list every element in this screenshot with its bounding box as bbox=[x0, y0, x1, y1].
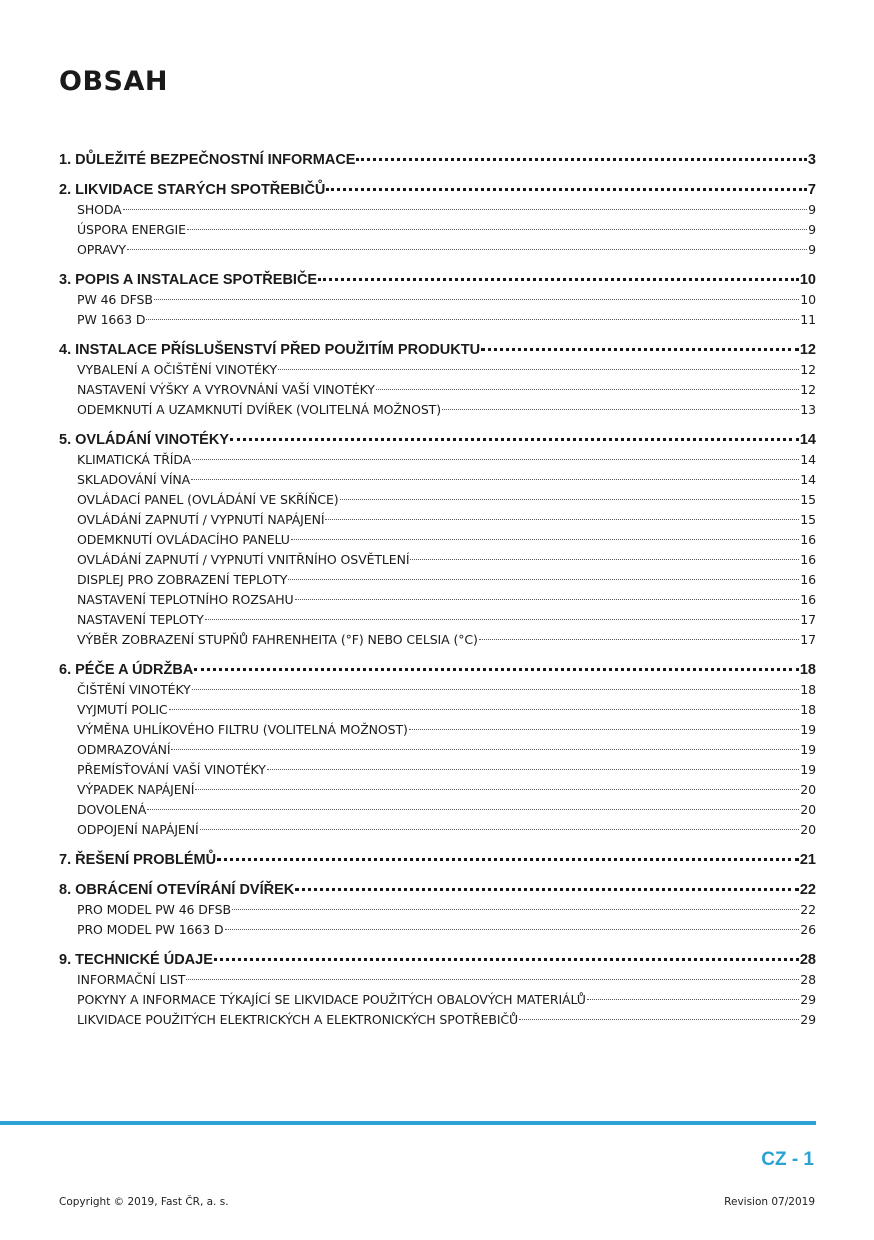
toc-section bbox=[59, 270, 816, 330]
dot-leader bbox=[171, 749, 799, 750]
toc-section bbox=[59, 150, 816, 170]
toc-subentry[interactable] bbox=[59, 920, 816, 940]
toc-subentry[interactable] bbox=[59, 590, 816, 610]
toc-subentry-page: 18 bbox=[800, 682, 816, 697]
toc-subentry-page: 22 bbox=[800, 902, 816, 917]
toc-subentry[interactable] bbox=[59, 550, 816, 570]
toc-subentry-page: 20 bbox=[800, 822, 816, 837]
toc-subentry-page: 19 bbox=[800, 742, 816, 757]
toc-subentry-label: ODEMKNUTÍ OVLÁDACÍHO PANELU bbox=[77, 532, 290, 547]
toc-subentry[interactable] bbox=[59, 720, 816, 740]
toc-heading-label: 9. TECHNICKÉ ÚDAJE bbox=[59, 952, 213, 968]
dot-leader bbox=[442, 409, 799, 410]
toc-subentry[interactable] bbox=[59, 680, 816, 700]
toc-subentry[interactable] bbox=[59, 1010, 816, 1030]
toc-subentry-label: NASTAVENÍ TEPLOTNÍHO ROZSAHU bbox=[77, 592, 294, 607]
toc-subentry[interactable] bbox=[59, 490, 816, 510]
toc-subentry-page: 14 bbox=[800, 472, 816, 487]
table-of-contents bbox=[59, 150, 816, 1030]
toc-subentry-label: ODPOJENÍ NAPÁJENÍ bbox=[77, 822, 199, 837]
toc-subentry[interactable] bbox=[59, 360, 816, 380]
toc-heading-label: 2. LIKVIDACE STARÝCH SPOTŘEBIČŮ bbox=[59, 182, 326, 198]
dot-leader bbox=[410, 559, 799, 560]
toc-subentry-page: 12 bbox=[800, 382, 816, 397]
dot-leader bbox=[340, 499, 800, 500]
toc-subentry-label: SKLADOVÁNÍ VÍNA bbox=[77, 472, 191, 487]
toc-subentry-label: KLIMATICKÁ TŘÍDA bbox=[77, 452, 192, 467]
toc-subentry-page: 17 bbox=[800, 632, 816, 647]
toc-subentry-label: LIKVIDACE POUŽITÝCH ELEKTRICKÝCH A ELEKTRONICKÝCH SPOTŘEBIČŮ bbox=[77, 1012, 519, 1027]
dot-leader bbox=[195, 789, 799, 790]
toc-subentry[interactable] bbox=[59, 900, 816, 920]
toc-subentry[interactable] bbox=[59, 970, 816, 990]
toc-heading-label: 1. DŮLEŽITÉ BEZPEČNOSTNÍ INFORMACE bbox=[59, 152, 356, 168]
page-title: OBSAH bbox=[59, 66, 168, 97]
toc-subentry[interactable] bbox=[59, 760, 816, 780]
dot-leader bbox=[232, 909, 799, 910]
dot-leader bbox=[278, 369, 799, 370]
dot-leader bbox=[479, 639, 800, 640]
dot-leader bbox=[295, 599, 800, 600]
toc-heading-entry[interactable] bbox=[59, 880, 816, 900]
dot-leader bbox=[376, 389, 799, 390]
dot-leader bbox=[191, 479, 799, 480]
toc-subentry[interactable] bbox=[59, 780, 816, 800]
dot-leader bbox=[225, 929, 800, 930]
toc-heading-page: 14 bbox=[799, 432, 816, 448]
toc-heading-page: 10 bbox=[799, 272, 816, 288]
toc-heading-label: 8. OBRÁCENÍ OTEVÍRÁNÍ DVÍŘEK bbox=[59, 882, 295, 898]
toc-subentry[interactable] bbox=[59, 310, 816, 330]
toc-subentry-page: 19 bbox=[800, 722, 816, 737]
toc-subentry-page: 14 bbox=[800, 452, 816, 467]
toc-subentry-label: ODEMKNUTÍ A UZAMKNUTÍ DVÍŘEK (VOLITELNÁ MOŽNOST) bbox=[77, 402, 441, 417]
toc-subentry[interactable] bbox=[59, 240, 816, 260]
dot-leader bbox=[147, 809, 799, 810]
toc-subentry[interactable] bbox=[59, 820, 816, 840]
toc-subentry[interactable] bbox=[59, 740, 816, 760]
toc-subentry-page: 29 bbox=[800, 992, 816, 1007]
dot-leader bbox=[154, 299, 799, 300]
toc-subentry-label: OVLÁDÁNÍ ZAPNUTÍ / VYPNUTÍ VNITŘNÍHO OSVĚTLENÍ bbox=[77, 552, 410, 567]
toc-subentry-page: 18 bbox=[800, 702, 816, 717]
toc-heading-page: 21 bbox=[799, 852, 816, 868]
toc-subentry-label: VÝPADEK NAPÁJENÍ bbox=[77, 782, 195, 797]
toc-heading-page: 7 bbox=[807, 182, 816, 198]
dot-leader bbox=[127, 249, 807, 250]
toc-heading-entry[interactable] bbox=[59, 950, 816, 970]
toc-subentry-page: 11 bbox=[800, 312, 816, 327]
toc-heading-entry[interactable] bbox=[59, 270, 816, 290]
toc-subentry-page: 15 bbox=[800, 512, 816, 527]
dot-leader bbox=[200, 829, 800, 830]
toc-subentry[interactable] bbox=[59, 570, 816, 590]
toc-subentry-page: 17 bbox=[800, 612, 816, 627]
toc-subentry[interactable] bbox=[59, 400, 816, 420]
toc-subentry-page: 26 bbox=[800, 922, 816, 937]
toc-section bbox=[59, 850, 816, 870]
toc-subentry[interactable] bbox=[59, 630, 816, 650]
toc-section bbox=[59, 180, 816, 260]
dot-leader bbox=[267, 769, 800, 770]
toc-subentry-label: PRO MODEL PW 46 DFSB bbox=[77, 902, 231, 917]
toc-subentry-label: VÝMĚNA UHLÍKOVÉHO FILTRU (VOLITELNÁ MOŽNOST) bbox=[77, 722, 408, 737]
dot-leader bbox=[192, 459, 799, 460]
toc-section bbox=[59, 950, 816, 1030]
revision-text: Revision 07/2019 bbox=[724, 1196, 815, 1208]
toc-subentry-label: PRO MODEL PW 1663 D bbox=[77, 922, 224, 937]
toc-heading-label: 3. POPIS A INSTALACE SPOTŘEBIČE bbox=[59, 272, 318, 288]
toc-subentry-page: 19 bbox=[800, 762, 816, 777]
toc-subentry-page: 16 bbox=[800, 552, 816, 567]
toc-subentry-label: INFORMAČNÍ LIST bbox=[77, 972, 186, 987]
toc-subentry[interactable] bbox=[59, 990, 816, 1010]
toc-subentry-label: POKYNY A INFORMACE TÝKAJÍCÍ SE LIKVIDACE POUŽITÝCH OBALOVÝCH MATERIÁLŮ bbox=[77, 992, 586, 1007]
toc-subentry-page: 13 bbox=[800, 402, 816, 417]
dot-leader bbox=[205, 619, 800, 620]
dot-leader bbox=[123, 209, 808, 210]
toc-heading-entry[interactable] bbox=[59, 340, 816, 360]
toc-subentry[interactable] bbox=[59, 470, 816, 490]
dot-leader bbox=[325, 519, 799, 520]
dot-leader bbox=[409, 729, 799, 730]
toc-subentry-label: ODMRAZOVÁNÍ bbox=[77, 742, 171, 757]
toc-section bbox=[59, 340, 816, 420]
toc-subentry[interactable] bbox=[59, 290, 816, 310]
dot-leader bbox=[169, 709, 800, 710]
toc-subentry-label: ÚSPORA ENERGIE bbox=[77, 222, 186, 237]
copyright-text: Copyright © 2019, Fast ČR, a. s. bbox=[59, 1196, 229, 1208]
dot-leader bbox=[291, 539, 799, 540]
dot-leader bbox=[326, 188, 807, 191]
toc-subentry-label: DISPLEJ PRO ZOBRAZENÍ TEPLOTY bbox=[77, 572, 288, 587]
dot-leader bbox=[519, 1019, 799, 1020]
page-number: CZ - 1 bbox=[761, 1149, 814, 1170]
toc-subentry-page: 9 bbox=[808, 222, 816, 237]
toc-heading-page: 12 bbox=[799, 342, 816, 358]
dot-leader bbox=[230, 438, 799, 441]
toc-subentry-label: DOVOLENÁ bbox=[77, 802, 147, 817]
toc-heading-page: 28 bbox=[799, 952, 816, 968]
toc-subentry-label: ČIŠTĚNÍ VINOTÉKY bbox=[77, 682, 191, 697]
toc-section bbox=[59, 430, 816, 650]
toc-subentry-label: NASTAVENÍ VÝŠKY A VYROVNÁNÍ VAŠÍ VINOTÉKY bbox=[77, 382, 375, 397]
dot-leader bbox=[481, 348, 799, 351]
toc-heading-label: 6. PÉČE A ÚDRŽBA bbox=[59, 662, 194, 678]
toc-heading-page: 18 bbox=[799, 662, 816, 678]
toc-subentry-page: 9 bbox=[808, 202, 816, 217]
toc-subentry-label: VÝBĚR ZOBRAZENÍ STUPŇŮ FAHRENHEITA (°F) NEBO CELSIA (°C) bbox=[77, 632, 478, 647]
toc-subentry[interactable] bbox=[59, 530, 816, 550]
toc-section bbox=[59, 880, 816, 940]
dot-leader bbox=[295, 888, 799, 891]
toc-subentry[interactable] bbox=[59, 380, 816, 400]
toc-subentry-label: NASTAVENÍ TEPLOTY bbox=[77, 612, 204, 627]
toc-subentry-page: 12 bbox=[800, 362, 816, 377]
toc-subentry-page: 20 bbox=[800, 782, 816, 797]
dot-leader bbox=[288, 579, 799, 580]
toc-subentry-label: OVLÁDACÍ PANEL (OVLÁDÁNÍ VE SKŘÍŇCE) bbox=[77, 492, 339, 507]
toc-subentry-page: 28 bbox=[800, 972, 816, 987]
toc-subentry-label: PW 46 DFSB bbox=[77, 292, 153, 307]
toc-heading-label: 4. INSTALACE PŘÍSLUŠENSTVÍ PŘED POUŽITÍM PRODUKTU bbox=[59, 342, 481, 358]
dot-leader bbox=[217, 858, 799, 861]
dot-leader bbox=[587, 999, 800, 1000]
toc-heading-entry[interactable] bbox=[59, 180, 816, 200]
toc-subentry-page: 16 bbox=[800, 532, 816, 547]
toc-subentry-page: 16 bbox=[800, 592, 816, 607]
toc-subentry[interactable] bbox=[59, 700, 816, 720]
dot-leader bbox=[194, 668, 799, 671]
toc-section bbox=[59, 660, 816, 840]
toc-subentry-label: PW 1663 D bbox=[77, 312, 146, 327]
toc-heading-label: 7. ŘEŠENÍ PROBLÉMŮ bbox=[59, 852, 217, 868]
toc-subentry[interactable] bbox=[59, 510, 816, 530]
toc-subentry-label: PŘEMÍSŤOVÁNÍ VAŠÍ VINOTÉKY bbox=[77, 762, 266, 777]
toc-heading-entry[interactable] bbox=[59, 660, 816, 680]
dot-leader bbox=[318, 278, 799, 281]
toc-heading-page: 3 bbox=[807, 152, 816, 168]
dot-leader bbox=[214, 958, 799, 961]
toc-subentry[interactable] bbox=[59, 220, 816, 240]
dot-leader bbox=[356, 158, 806, 161]
toc-heading-entry[interactable] bbox=[59, 430, 816, 450]
toc-subentry-page: 20 bbox=[800, 802, 816, 817]
dot-leader bbox=[187, 229, 807, 230]
toc-subentry-label: VYBALENÍ A OČIŠTĚNÍ VINOTÉKY bbox=[77, 362, 277, 377]
footer-divider bbox=[0, 1121, 816, 1125]
toc-subentry-page: 9 bbox=[808, 242, 816, 257]
toc-heading-page: 22 bbox=[799, 882, 816, 898]
dot-leader bbox=[186, 979, 799, 980]
toc-subentry-page: 29 bbox=[800, 1012, 816, 1027]
toc-subentry-label: VYJMUTÍ POLIC bbox=[77, 702, 168, 717]
toc-subentry-page: 15 bbox=[800, 492, 816, 507]
toc-heading-entry[interactable] bbox=[59, 850, 816, 870]
toc-subentry-page: 10 bbox=[800, 292, 816, 307]
toc-subentry[interactable] bbox=[59, 800, 816, 820]
toc-heading-label: 5. OVLÁDÁNÍ VINOTÉKY bbox=[59, 432, 229, 448]
toc-subentry-label: OPRAVY bbox=[77, 242, 126, 257]
toc-heading-entry[interactable] bbox=[59, 150, 816, 170]
dot-leader bbox=[192, 689, 800, 690]
toc-subentry[interactable] bbox=[59, 610, 816, 630]
toc-subentry-label: SHODA bbox=[77, 202, 122, 217]
toc-subentry-page: 16 bbox=[800, 572, 816, 587]
dot-leader bbox=[146, 319, 799, 320]
toc-subentry-label: OVLÁDÁNÍ ZAPNUTÍ / VYPNUTÍ NAPÁJENÍ bbox=[77, 512, 325, 527]
toc-subentry[interactable] bbox=[59, 450, 816, 470]
toc-subentry[interactable] bbox=[59, 200, 816, 220]
